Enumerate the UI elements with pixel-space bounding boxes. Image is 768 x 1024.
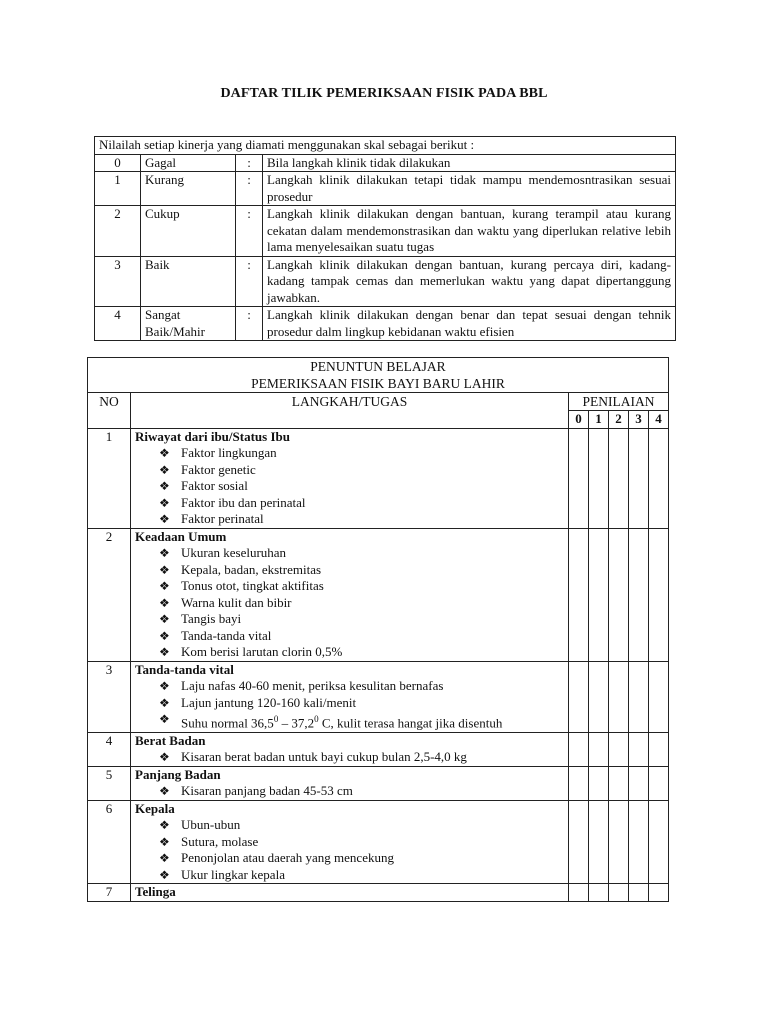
- diamond-bullet-icon: ❖: [159, 784, 170, 799]
- scale-row: [95, 206, 676, 257]
- diamond-bullet-icon: ❖: [159, 495, 170, 510]
- section-title: Berat Badan: [135, 732, 206, 748]
- col-task-header: LANGKAH/TUGAS: [131, 393, 569, 429]
- section-title: Tanda-tanda vital: [135, 661, 234, 677]
- list-item-text: C, kulit terasa hangat jika disentuh: [318, 715, 503, 731]
- diamond-bullet-icon: ❖: [159, 695, 170, 710]
- section-number: 4: [88, 732, 131, 766]
- list-item: [135, 478, 564, 495]
- guide-heading-row: [88, 358, 669, 393]
- scale-num: 2: [95, 206, 141, 257]
- section-number: 6: [88, 800, 131, 884]
- superscript: 0: [273, 714, 279, 724]
- scale-row: [95, 172, 676, 206]
- list-item: [135, 817, 564, 834]
- section-number: 1: [88, 428, 131, 528]
- score-level-1: 1: [589, 411, 609, 429]
- diamond-bullet-icon: ❖: [159, 712, 170, 726]
- list-item: [135, 445, 564, 462]
- list-item: [135, 578, 564, 595]
- list-item-text: Ukur lingkar kepala: [181, 866, 285, 882]
- scale-colon: :: [236, 172, 263, 206]
- section-number: 2: [88, 528, 131, 661]
- section-items: [135, 783, 564, 800]
- score-level-0: 0: [569, 411, 589, 429]
- section-number: 3: [88, 661, 131, 732]
- diamond-bullet-icon: ❖: [159, 579, 170, 593]
- section-task: [131, 528, 569, 661]
- section-task: [131, 800, 569, 884]
- scale-num: 3: [95, 256, 141, 307]
- list-item: [135, 628, 564, 645]
- list-item-text: Tanda-tanda vital: [181, 627, 272, 643]
- list-item-text: Suhu normal 36,5: [181, 715, 274, 731]
- list-item: [135, 495, 564, 512]
- diamond-bullet-icon: ❖: [159, 851, 170, 866]
- section-items: [135, 678, 564, 732]
- section-task: [131, 428, 569, 528]
- list-item: [135, 711, 564, 732]
- list-item: [135, 834, 564, 851]
- score-cell-2: [609, 661, 629, 732]
- score-cell-4: [649, 766, 669, 800]
- section-row: [88, 428, 669, 528]
- section-task: [131, 884, 569, 902]
- sections-body: [88, 428, 669, 901]
- scale-num: 4: [95, 307, 141, 341]
- scale-table: [94, 136, 676, 341]
- score-cell-1: [589, 800, 609, 884]
- scale-row: [95, 154, 676, 172]
- scale-desc: Langkah klinik dilakukan tetapi tidak mampu mendemosntrasikan sesuai prosedur: [263, 172, 676, 206]
- section-title: Telinga: [135, 884, 176, 900]
- score-cell-2: [609, 766, 629, 800]
- score-cell-4: [649, 428, 669, 528]
- list-item-text: Faktor genetic: [181, 461, 256, 477]
- diamond-bullet-icon: ❖: [159, 546, 170, 560]
- score-cell-4: [649, 800, 669, 884]
- list-item: [135, 611, 564, 628]
- score-cell-3: [629, 528, 649, 661]
- list-item-text: Faktor ibu dan perinatal: [181, 494, 306, 510]
- score-cell-3: [629, 766, 649, 800]
- score-cell-2: [609, 528, 629, 661]
- list-item: [135, 678, 564, 695]
- diamond-bullet-icon: ❖: [159, 612, 170, 626]
- scale-colon: :: [236, 206, 263, 257]
- section-row: [88, 766, 669, 800]
- superscript: 0: [314, 714, 319, 724]
- section-number: 7: [88, 884, 131, 902]
- score-cell-0: [569, 428, 589, 528]
- score-cell-0: [569, 766, 589, 800]
- list-item: [135, 562, 564, 579]
- section-row: [88, 800, 669, 884]
- score-cell-0: [569, 884, 589, 902]
- list-item-text: Laju nafas 40-60 menit, periksa kesulitan bernafas: [181, 678, 444, 693]
- page-title: DAFTAR TILIK PEMERIKSAAN FISIK PADA BBL: [220, 86, 548, 101]
- list-item: [135, 462, 564, 479]
- section-items: [135, 545, 564, 661]
- score-cell-1: [589, 528, 609, 661]
- scale-num: 0: [95, 154, 141, 172]
- list-item-text: Faktor perinatal: [181, 511, 264, 526]
- score-cell-3: [629, 732, 649, 766]
- diamond-bullet-icon: ❖: [159, 479, 170, 493]
- score-level-3: 3: [629, 411, 649, 429]
- list-item-text: Ubun-ubun: [181, 817, 241, 833]
- section-title: Kepala: [135, 800, 175, 816]
- scale-row: [95, 307, 676, 341]
- score-cell-2: [609, 428, 629, 528]
- diamond-bullet-icon: ❖: [159, 645, 170, 659]
- scale-label: Cukup: [141, 206, 236, 257]
- score-cell-1: [589, 428, 609, 528]
- list-item-text: Tonus otot, tingkat aktifitas: [181, 578, 324, 593]
- diamond-bullet-icon: ❖: [159, 446, 170, 460]
- score-cell-0: [569, 800, 589, 884]
- list-item-text: Kisaran berat badan untuk bayi cukup bulan 2,5-4,0 kg: [181, 749, 467, 765]
- score-cell-0: [569, 528, 589, 661]
- scale-label: Kurang: [141, 172, 236, 206]
- list-item-text: Ukuran keseluruhan: [181, 545, 287, 560]
- diamond-bullet-icon: ❖: [159, 834, 170, 849]
- list-item: [135, 850, 564, 867]
- section-title: Riwayat dari ibu/Status Ibu: [135, 428, 290, 444]
- score-cell-1: [589, 661, 609, 732]
- list-item-text: Warna kulit dan bibir: [181, 594, 292, 610]
- column-header-row: [88, 393, 669, 411]
- score-cell-3: [629, 884, 649, 902]
- list-item-text: Faktor lingkungan: [181, 445, 277, 460]
- score-cell-1: [589, 766, 609, 800]
- score-level-4: 4: [649, 411, 669, 429]
- section-task: [131, 661, 569, 732]
- section-task: [131, 732, 569, 766]
- score-cell-3: [629, 661, 649, 732]
- score-cell-4: [649, 732, 669, 766]
- diamond-bullet-icon: ❖: [159, 462, 170, 477]
- score-cell-2: [609, 732, 629, 766]
- section-items: [135, 817, 564, 883]
- section-row: [88, 661, 669, 732]
- list-item-text: Lajun jantung 120-160 kali/menit: [181, 694, 357, 710]
- scale-desc: Langkah klinik dilakukan dengan bantuan, kurang percaya diri, kadang-kadang tampak cemas dan memerlukan waktu yang dapat dipertanggung jawabkan.: [263, 256, 676, 307]
- section-items: [135, 749, 564, 766]
- scale-colon: :: [236, 154, 263, 172]
- score-cell-0: [569, 661, 589, 732]
- scale-intro-row: [95, 137, 676, 155]
- list-item: [135, 545, 564, 562]
- guide-table: [87, 357, 669, 902]
- section-items: [135, 445, 564, 528]
- score-level-2: 2: [609, 411, 629, 429]
- list-item: [135, 595, 564, 612]
- list-item: [135, 644, 564, 661]
- scale-colon: :: [236, 256, 263, 307]
- score-cell-4: [649, 661, 669, 732]
- list-item: [135, 695, 564, 712]
- list-item: [135, 783, 564, 800]
- section-title: Panjang Badan: [135, 766, 221, 782]
- score-cell-2: [609, 800, 629, 884]
- scale-label: Baik: [141, 256, 236, 307]
- score-cell-1: [589, 884, 609, 902]
- section-row: [88, 732, 669, 766]
- guide-heading-1: PENUNTUN BELAJAR: [310, 359, 446, 374]
- list-item-text: Kom berisi larutan clorin 0,5%: [181, 644, 343, 659]
- diamond-bullet-icon: ❖: [159, 628, 170, 643]
- diamond-bullet-icon: ❖: [159, 750, 170, 765]
- section-row: [88, 884, 669, 902]
- list-item-text: Faktor sosial: [181, 478, 248, 493]
- list-item: [135, 867, 564, 884]
- score-cell-3: [629, 800, 649, 884]
- list-item-text: Tangis bayi: [181, 611, 242, 626]
- list-item-text: – 37,2: [278, 715, 315, 731]
- section-row: [88, 528, 669, 661]
- list-item-text: Kepala, badan, ekstremitas: [181, 561, 322, 577]
- scale-label: Gagal: [141, 154, 236, 172]
- score-cell-4: [649, 528, 669, 661]
- scale-num: 1: [95, 172, 141, 206]
- diamond-bullet-icon: ❖: [159, 595, 170, 610]
- section-title: Keadaan Umum: [135, 528, 227, 544]
- scale-intro: Nilailah setiap kinerja yang diamati menggunakan skal sebagai berikut :: [95, 137, 676, 155]
- scale-row: [95, 256, 676, 307]
- scale-desc: Bila langkah klinik tidak dilakukan: [263, 154, 676, 172]
- diamond-bullet-icon: ❖: [159, 867, 170, 882]
- section-number: 5: [88, 766, 131, 800]
- score-cell-4: [649, 884, 669, 902]
- scale-desc: Langkah klinik dilakukan dengan benar dan tepat sesuai dengan tehnik prosedur dalm lingkup kebidanan waktu efisien: [263, 307, 676, 341]
- col-no-header: NO: [88, 393, 131, 429]
- list-item-text: Kisaran panjang badan 45-53 cm: [181, 783, 353, 799]
- list-item-text: Penonjolan atau daerah yang mencekung: [181, 850, 394, 866]
- guide-heading: [88, 358, 669, 393]
- list-item: [135, 749, 564, 766]
- diamond-bullet-icon: ❖: [159, 679, 170, 693]
- score-cell-0: [569, 732, 589, 766]
- scale-label: Sangat Baik/Mahir: [141, 307, 236, 341]
- list-item: [135, 511, 564, 528]
- score-cell-3: [629, 428, 649, 528]
- section-task: [131, 766, 569, 800]
- diamond-bullet-icon: ❖: [159, 818, 170, 833]
- score-cell-2: [609, 884, 629, 902]
- diamond-bullet-icon: ❖: [159, 562, 170, 577]
- diamond-bullet-icon: ❖: [159, 512, 170, 526]
- list-item-text: Sutura, molase: [181, 833, 259, 849]
- guide-heading-2: PEMERIKSAAN FISIK BAYI BARU LAHIR: [251, 376, 505, 391]
- scale-desc: Langkah klinik dilakukan dengan bantuan, kurang terampil atau kurang cekatan dalam mendemonstrasikan dan waktu yang diperlukan relative lebih lama menyelesaikan suatu tugas: [263, 206, 676, 257]
- score-cell-1: [589, 732, 609, 766]
- scale-colon: :: [236, 307, 263, 341]
- col-score-header: PENILAIAN: [569, 393, 669, 411]
